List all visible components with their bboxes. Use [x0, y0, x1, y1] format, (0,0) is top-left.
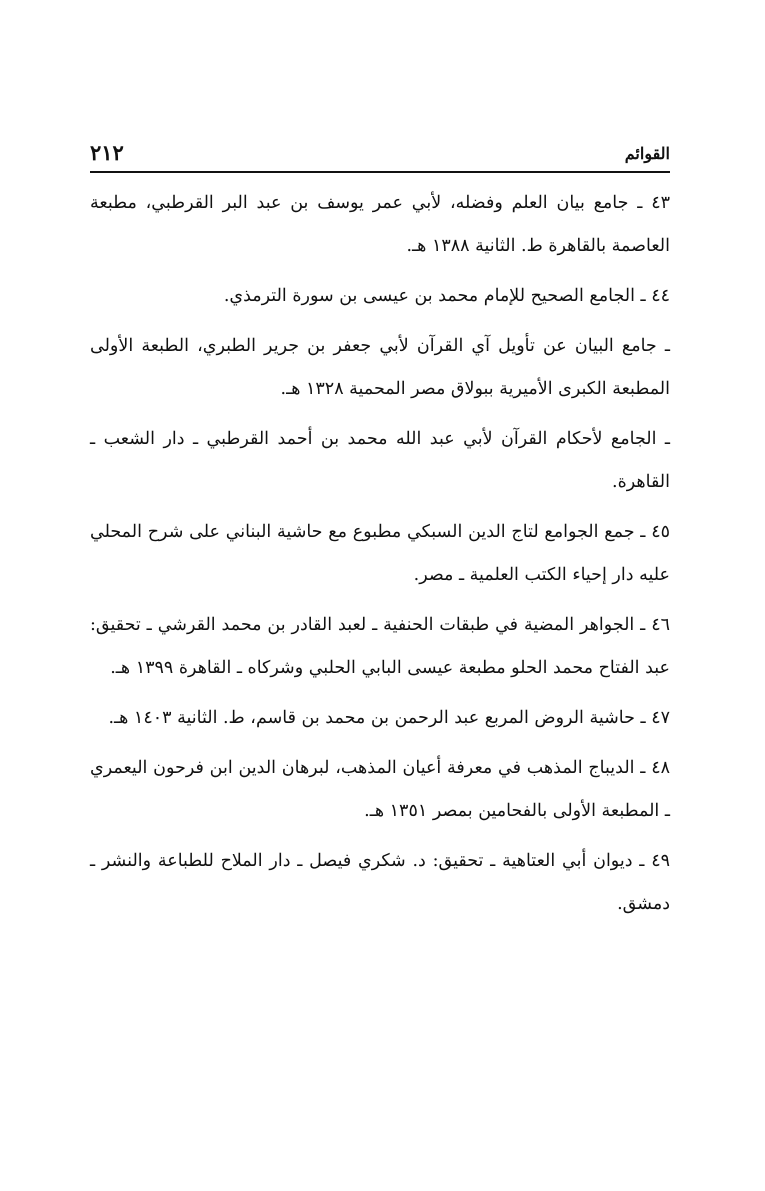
bibliography-entry: ـ جامع البيان عن تأويل آي القرآن لأبي جعفر بن جرير الطبري، الطبعة الأولى المطبعة الكبرى الأميرية ببولاق مصر المحمية ١٣٢٨ هـ. [90, 336, 670, 399]
bibliography-entry: ـ الجامع لأحكام القرآن لأبي عبد الله محمد بن أحمد القرطبي ـ دار الشعب ـ القاهرة. [90, 429, 670, 492]
bibliography-entry: ٤٤ ـ الجامع الصحيح للإمام محمد بن عيسى بن سورة الترمذي. [223, 286, 670, 306]
bibliography-entry: ٤٧ ـ حاشية الروض المربع عبد الرحمن بن محمد بن قاسم، ط. الثانية ١٤٠٣ هـ. [108, 708, 670, 728]
bibliography-entry: ٤٥ ـ جمع الجوامع لتاج الدين السبكي مطبوع مع حاشية البناني على شرح المحلي عليه دار إحياء الكتب العلمية ـ مصر. [90, 522, 670, 585]
bibliography-list [90, 182, 670, 933]
bibliography-entry: ٤٩ ـ ديوان أبي العتاهية ـ تحقيق: د. شكري فيصل ـ دار الملاح للطباعة والنشر ـ دمشق. [90, 851, 670, 914]
page-number: ٢١٢ [90, 140, 124, 165]
bibliography-entry: ٤٨ ـ الديباج المذهب في معرفة أعيان المذهب، لبرهان الدين ابن فرحون اليعمري ـ المطبعة الأولى بالفحامين بمصر ١٣٥١ هـ. [90, 758, 670, 821]
bibliography-entry: ٤٦ ـ الجواهر المضية في طبقات الحنفية ـ لعبد القادر بن محمد القرشي ـ تحقيق: عبد الفتاح محمد الحلو مطبعة عيسى البابي الحلبي وشركاه ـ القاهرة ١٣٩٩ هـ. [90, 615, 670, 678]
running-title: القوائم [624, 144, 670, 163]
header-rule [90, 171, 670, 173]
page-header [90, 140, 670, 174]
bibliography-entry: ٤٣ ـ جامع بيان العلم وفضله، لأبي عمر يوسف بن عبد البر القرطبي، مطبعة العاصمة بالقاهرة ط. الثانية ١٣٨٨ هـ. [90, 193, 670, 256]
